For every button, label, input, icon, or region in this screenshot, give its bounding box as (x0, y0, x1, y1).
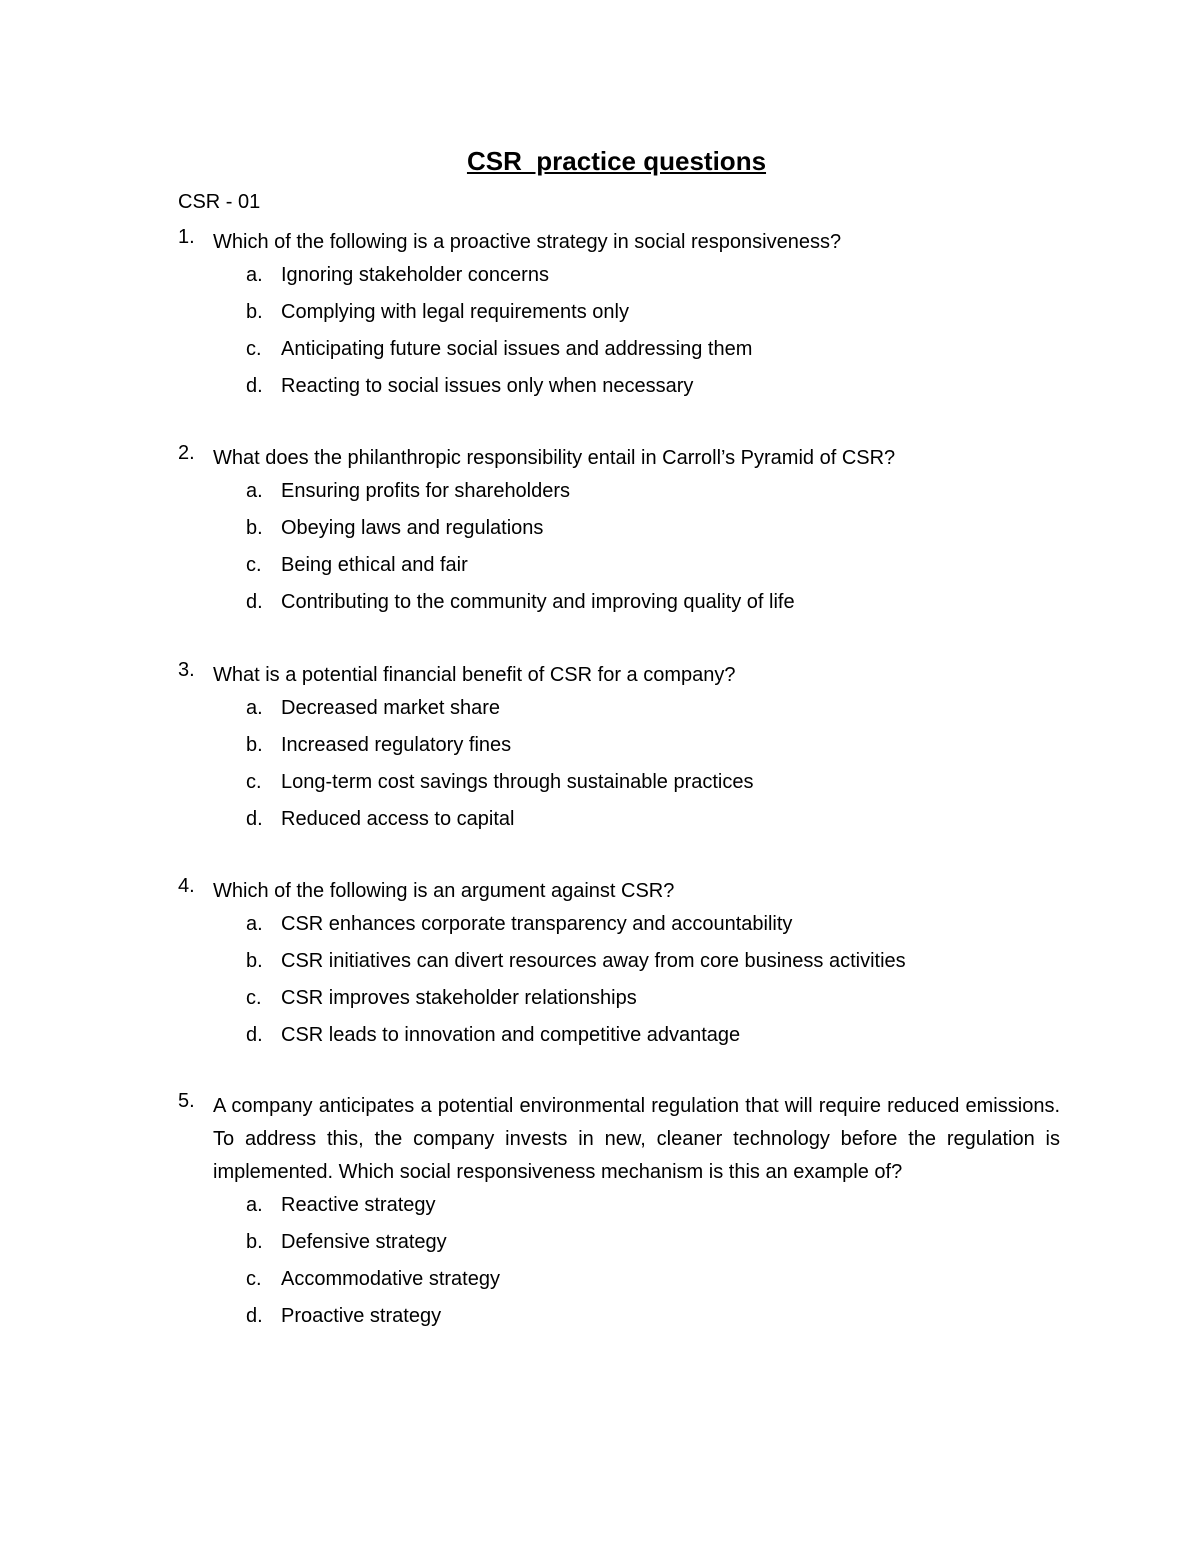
question-2 (178, 442, 1060, 623)
option-text: CSR improves stakeholder relationships (281, 987, 637, 1009)
question-number: 3. (178, 659, 195, 681)
option-letter: c. (246, 987, 262, 1009)
option-text: Increased regulatory fines (281, 734, 512, 756)
answer-option-c (178, 1263, 1060, 1300)
option-text: Complying with legal requirements only (281, 301, 629, 323)
answer-option-d (178, 1300, 1060, 1337)
section-label: CSR - 01 (178, 191, 261, 213)
option-text: Ignoring stakeholder concerns (281, 264, 549, 286)
answer-option-b (178, 296, 1060, 333)
answer-option-c (178, 333, 1060, 370)
option-letter: c. (246, 1268, 262, 1290)
option-text: CSR enhances corporate transparency and accountability (281, 913, 793, 935)
option-letter: b. (246, 517, 263, 539)
option-text: Long-term cost savings through sustainable practices (281, 771, 754, 793)
answer-options (178, 1189, 1060, 1337)
option-text: Obeying laws and regulations (281, 517, 544, 539)
answer-option-d (178, 586, 1060, 623)
option-text: Defensive strategy (281, 1231, 447, 1253)
question-4 (178, 875, 1060, 1056)
page-title: CSR practice questions (466, 146, 767, 176)
question-1 (178, 226, 1060, 407)
question-text: What is a potential financial benefit of CSR for a company? (213, 664, 736, 686)
question-text: A company anticipates a potential environmental regulation that will require reduced emissions. To address this, the company invests in new, cleaner technology before the regulation is implemented. Which social responsiveness mechanism is this an example of? (213, 1095, 1060, 1183)
answer-options (178, 475, 1060, 623)
question-text: Which of the following is an argument against CSR? (213, 880, 675, 902)
option-letter: a. (246, 697, 263, 719)
question-number: 2. (178, 442, 195, 464)
option-text: Decreased market share (281, 697, 500, 719)
answer-option-c (178, 766, 1060, 803)
answer-option-b (178, 512, 1060, 549)
question-5 (178, 1090, 1060, 1337)
option-letter: a. (246, 1194, 263, 1216)
answer-options (178, 692, 1060, 840)
option-text: Proactive strategy (281, 1305, 442, 1327)
answer-option-c (178, 982, 1060, 1019)
answer-option-a (178, 692, 1060, 729)
option-letter: d. (246, 591, 263, 613)
question-3 (178, 659, 1060, 840)
option-letter: b. (246, 1231, 263, 1253)
question-number: 5. (178, 1090, 195, 1112)
option-letter: c. (246, 338, 262, 360)
option-letter: d. (246, 1305, 263, 1327)
answer-option-a (178, 259, 1060, 296)
option-letter: d. (246, 808, 263, 830)
question-number: 1. (178, 226, 195, 248)
option-letter: b. (246, 301, 263, 323)
answer-option-a (178, 1189, 1060, 1226)
option-text: Reactive strategy (281, 1194, 436, 1216)
question-text: What does the philanthropic responsibility entail in Carroll’s Pyramid of CSR? (213, 447, 896, 469)
option-text: Reduced access to capital (281, 808, 515, 830)
option-letter: b. (246, 734, 263, 756)
option-text: Reacting to social issues only when necessary (281, 375, 694, 397)
option-letter: c. (246, 554, 262, 576)
answer-option-c (178, 549, 1060, 586)
answer-option-a (178, 908, 1060, 945)
option-text: Ensuring profits for shareholders (281, 480, 571, 502)
option-text: Accommodative strategy (281, 1268, 500, 1290)
option-text: CSR initiatives can divert resources away from core business activities (281, 950, 906, 972)
option-text: Contributing to the community and improving quality of life (281, 591, 795, 613)
answer-option-d (178, 1019, 1060, 1056)
option-text: Anticipating future social issues and addressing them (281, 338, 753, 360)
answer-option-b (178, 945, 1060, 982)
option-text: Being ethical and fair (281, 554, 468, 576)
answer-option-b (178, 729, 1060, 766)
answer-options (178, 908, 1060, 1056)
option-letter: b. (246, 950, 263, 972)
option-letter: d. (246, 1024, 263, 1046)
option-letter: a. (246, 913, 263, 935)
question-number: 4. (178, 875, 195, 897)
answer-option-a (178, 475, 1060, 512)
option-letter: d. (246, 375, 263, 397)
option-text: CSR leads to innovation and competitive advantage (281, 1024, 741, 1046)
answer-option-b (178, 1226, 1060, 1263)
answer-option-d (178, 803, 1060, 840)
answer-option-d (178, 370, 1060, 407)
option-letter: a. (246, 264, 263, 286)
option-letter: c. (246, 771, 262, 793)
option-letter: a. (246, 480, 263, 502)
question-text: Which of the following is a proactive strategy in social responsiveness? (213, 231, 842, 253)
answer-options (178, 259, 1060, 407)
